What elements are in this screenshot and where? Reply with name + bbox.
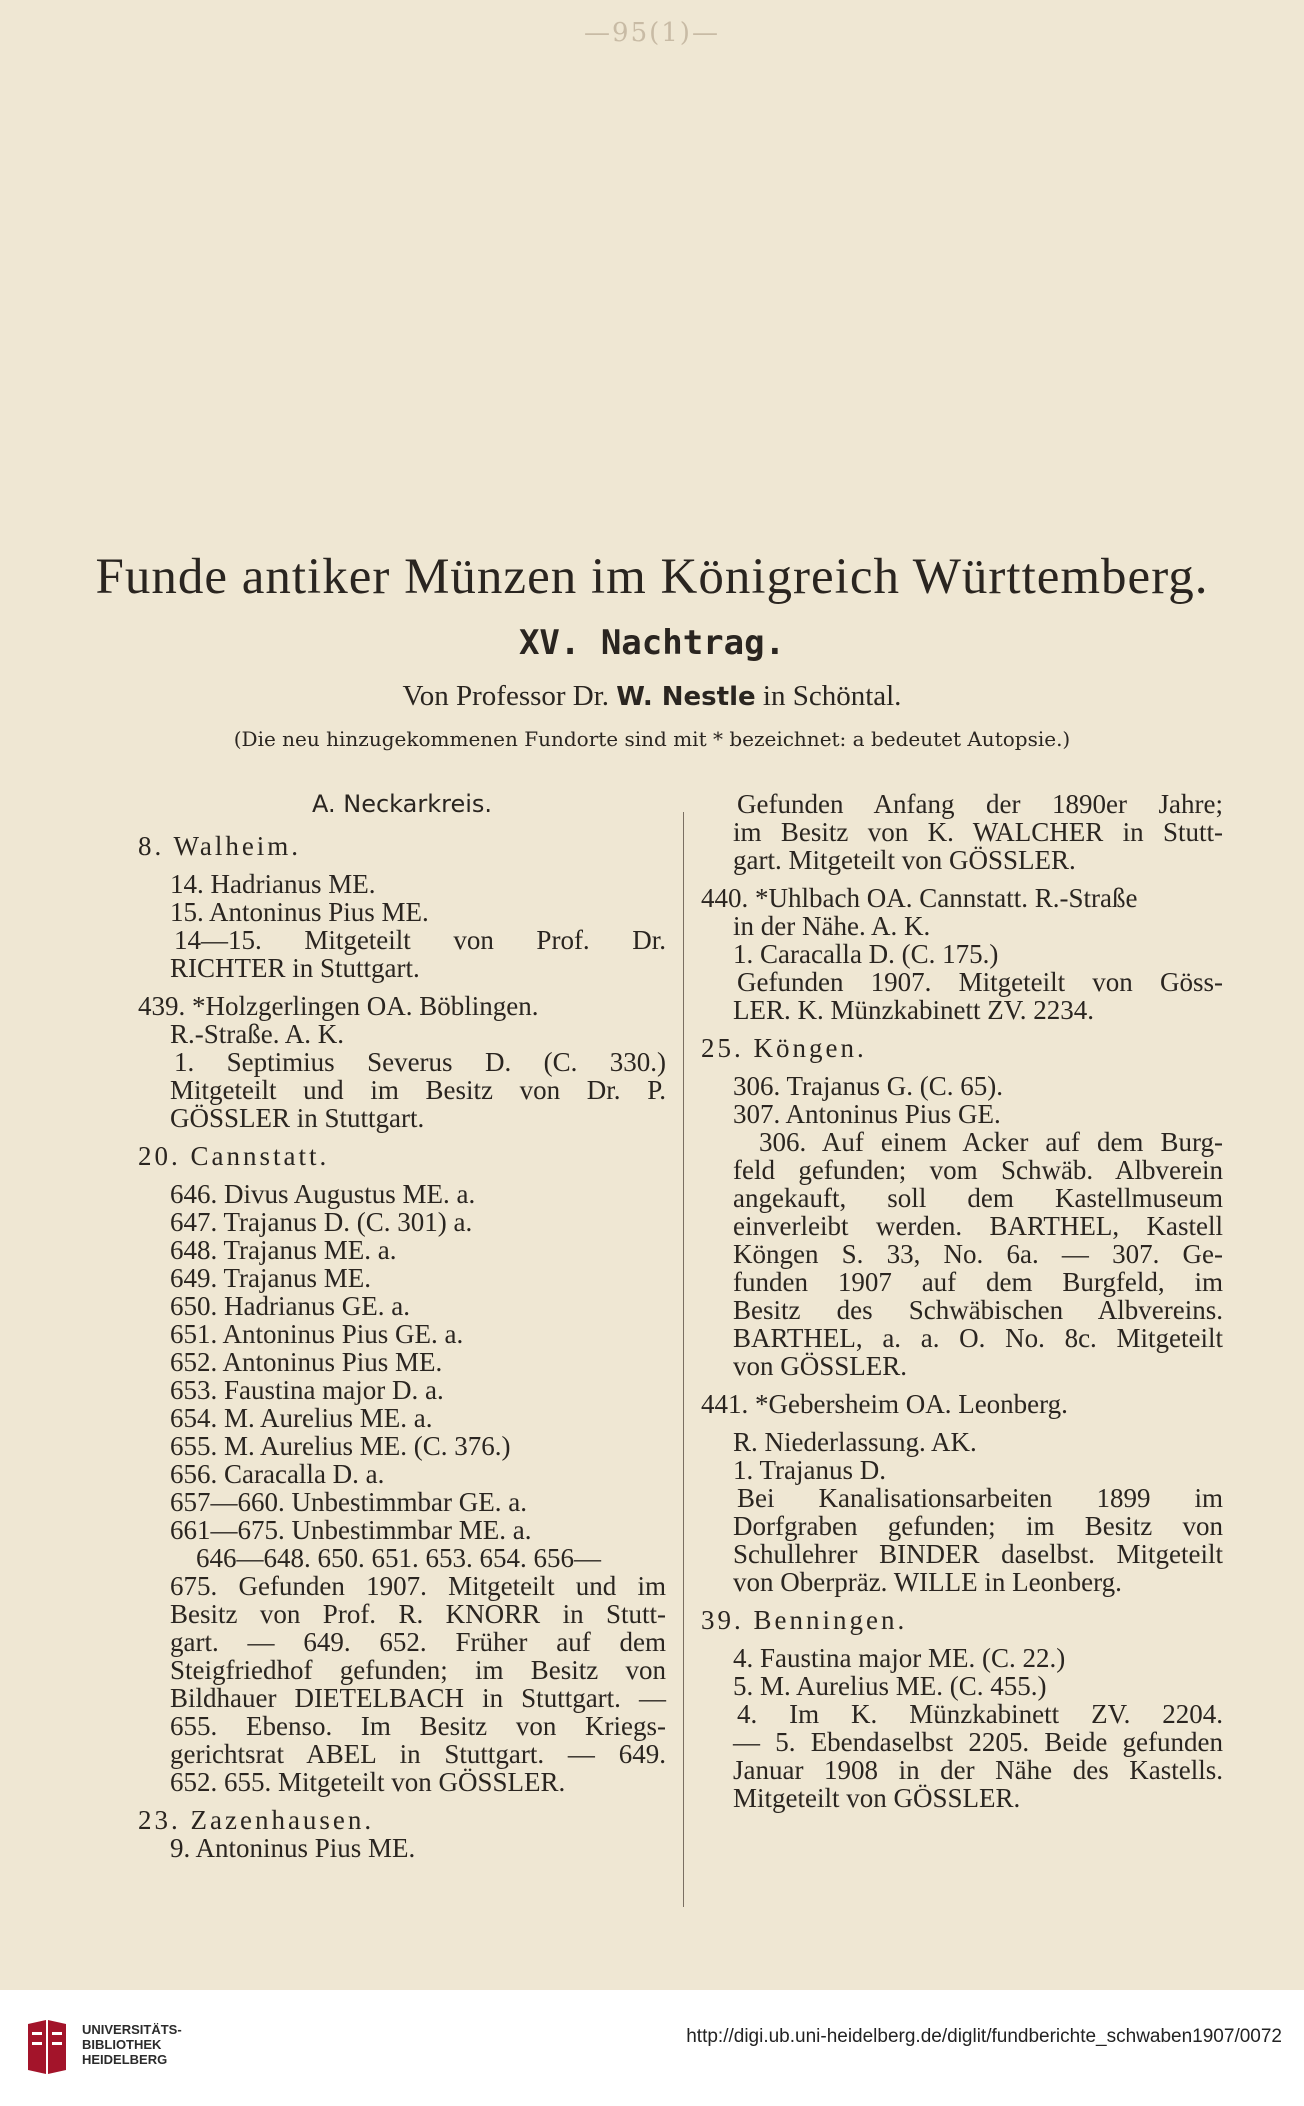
library-name-line2: BIBLIOTHEK: [82, 2037, 162, 2052]
left-column-line: 657—660. Unbestimmbar GE. a.: [170, 1487, 527, 1517]
right-column-line: Januar 1908 in der Nähe des Kastells.: [733, 1755, 1223, 1785]
right-column-line: 4. Im K. Münzkabinett ZV. 2204.: [737, 1699, 1223, 1729]
left-column-line: 655. Ebenso. Im Besitz von Kriegs-: [170, 1711, 666, 1741]
right-column-line: Mitgeteilt von GÖSSLER.: [733, 1783, 1021, 1813]
right-column-line: 1. Trajanus D.: [733, 1455, 887, 1485]
right-column-line: Besitz des Schwäbischen Albvereins.: [733, 1295, 1223, 1325]
left-column-line: 652. 655. Mitgeteilt von GÖSSLER.: [170, 1767, 566, 1797]
author-line: [0, 680, 1304, 713]
left-column-line: 646—648. 650. 651. 653. 654. 656—: [196, 1543, 601, 1573]
left-column-line: GÖSSLER in Stuttgart.: [170, 1103, 425, 1133]
left-column-line: 15. Antoninus Pius ME.: [170, 897, 429, 927]
right-column-line: 1. Caracalla D. (C. 175.): [733, 939, 999, 969]
left-column-line: gart. — 649. 652. Früher auf dem: [170, 1627, 666, 1657]
left-column-line: 648. Trajanus ME. a.: [170, 1235, 397, 1265]
right-column: [701, 790, 1223, 1812]
library-name: [82, 2022, 182, 2067]
left-column-line: A. Neckarkreis.: [311, 790, 493, 818]
right-column-line: 441. *Gebersheim OA. Leonberg.: [701, 1389, 1068, 1419]
right-column-line: gart. Mitgeteilt von GÖSSLER.: [733, 845, 1076, 875]
source-url-link[interactable]: http://digi.ub.uni-heidelberg.de/diglit/fundberichte_schwaben1907/0072: [686, 2026, 1282, 2047]
right-column-line: 25. Köngen.: [701, 1033, 867, 1063]
right-column-line: — 5. Ebendaselbst 2205. Beide gefunden: [733, 1727, 1223, 1757]
left-column-line: 651. Antoninus Pius GE. a.: [170, 1319, 464, 1349]
right-column-line: einverleibt werden. BARTHEL, Kastell: [733, 1211, 1223, 1241]
right-column-line: BARTHEL, a. a. O. No. 8c. Mitgeteilt: [733, 1323, 1223, 1353]
left-column-line: 656. Caracalla D. a.: [170, 1459, 385, 1489]
library-name-line1: UNIVERSITÄTS-: [82, 2022, 182, 2037]
right-column-line: 306. Auf einem Acker auf dem Burg-: [759, 1127, 1223, 1157]
right-column-line: Schullehrer BINDER daselbst. Mitgeteilt: [733, 1539, 1223, 1569]
left-column-line: 1. Septimius Severus D. (C. 330.): [174, 1047, 666, 1077]
right-column-line: angekauft, soll dem Kastellmuseum: [733, 1183, 1223, 1213]
left-column-line: 14—15. Mitgeteilt von Prof. Dr.: [174, 925, 666, 955]
left-column-line: 649. Trajanus ME.: [170, 1263, 372, 1293]
right-column-line: Dorfgraben gefunden; im Besitz von: [733, 1511, 1223, 1541]
right-column-line: 440. *Uhlbach OA. Cannstatt. R.-Straße: [701, 883, 1138, 913]
column-divider: [683, 812, 684, 1907]
right-column-line: LER. K. Münzkabinett ZV. 2234.: [733, 995, 1094, 1025]
page-header: —95(1)—: [584, 18, 720, 48]
right-column-line: Gefunden 1907. Mitgeteilt von Göss-: [737, 967, 1223, 997]
right-column-line: Köngen S. 33, No. 6a. — 307. Ge-: [733, 1239, 1223, 1269]
left-column-line: Besitz von Prof. R. KNORR in Stutt-: [170, 1599, 666, 1629]
left-column-line: Mitgeteilt und im Besitz von Dr. P.: [170, 1075, 666, 1105]
left-column-line: RICHTER in Stuttgart.: [170, 953, 420, 983]
left-column-line: 9. Antoninus Pius ME.: [170, 1833, 416, 1863]
left-column-line: 23. Zazenhausen.: [138, 1805, 375, 1835]
right-column-line: von GÖSSLER.: [733, 1351, 908, 1381]
left-column-line: 646. Divus Augustus ME. a.: [170, 1179, 476, 1209]
left-column-line: Steigfriedhof gefunden; im Besitz von: [170, 1655, 666, 1685]
right-column-line: feld gefunden; vom Schwäb. Albverein: [733, 1155, 1223, 1185]
left-column-line: 8. Walheim.: [138, 831, 302, 861]
left-column-line: 650. Hadrianus GE. a.: [170, 1291, 410, 1321]
left-column-line: Bildhauer DIETELBACH in Stuttgart. —: [170, 1683, 666, 1713]
left-column-line: 14. Hadrianus ME.: [170, 869, 376, 899]
right-column-line: von Oberpräz. WILLE in Leonberg.: [733, 1567, 1122, 1597]
author-suffix: in Schöntal.: [762, 680, 902, 712]
right-column-line: funden 1907 auf dem Burgfeld, im: [733, 1267, 1223, 1297]
right-column-line: Gefunden Anfang der 1890er Jahre;: [737, 789, 1223, 819]
left-column-line: 661—675. Unbestimmbar ME. a.: [170, 1515, 532, 1545]
legend-note: (Die neu hinzugekommenen Fundorte sind mit * bezeichnet: a bedeutet Autopsie.): [233, 727, 1071, 751]
library-logo-icon: [22, 2018, 72, 2078]
subtitle: XV. Nachtrag.: [518, 623, 786, 663]
right-column-line: 39. Benningen.: [701, 1605, 908, 1635]
right-column-line: 307. Antoninus Pius GE.: [733, 1099, 1001, 1129]
left-column-line: 654. M. Aurelius ME. a.: [170, 1403, 433, 1433]
left-column: [138, 790, 666, 1862]
left-column-line: 675. Gefunden 1907. Mitgeteilt und im: [170, 1571, 666, 1601]
footer-bar: [0, 1990, 1304, 2106]
author-name: W. Nestle: [616, 682, 756, 712]
left-column-line: 655. M. Aurelius ME. (C. 376.): [170, 1431, 511, 1461]
left-column-line: 652. Antoninus Pius ME.: [170, 1347, 443, 1377]
right-column-line: R. Niederlassung. AK.: [733, 1427, 977, 1457]
left-column-line: 20. Cannstatt.: [138, 1141, 330, 1171]
right-column-line: in der Nähe. A. K.: [733, 911, 931, 941]
author-prefix: Von Professor Dr.: [402, 680, 610, 712]
left-column-line: 439. *Holzgerlingen OA. Böblingen.: [138, 991, 539, 1021]
right-column-line: im Besitz von K. WALCHER in Stutt-: [733, 817, 1223, 847]
left-column-line: 653. Faustina major D. a.: [170, 1375, 444, 1405]
library-name-line3: HEIDELBERG: [82, 2052, 168, 2067]
right-column-line: 5. M. Aurelius ME. (C. 455.): [733, 1671, 1047, 1701]
right-column-line: 306. Trajanus G. (C. 65).: [733, 1071, 1004, 1101]
right-column-line: 4. Faustina major ME. (C. 22.): [733, 1643, 1066, 1673]
left-column-line: 647. Trajanus D. (C. 301) a.: [170, 1207, 473, 1237]
left-column-line: gerichtsrat ABEL in Stuttgart. — 649.: [170, 1739, 666, 1769]
left-column-line: R.-Straße. A. K.: [170, 1019, 344, 1049]
right-column-line: Bei Kanalisationsarbeiten 1899 im: [737, 1483, 1223, 1513]
page-title: Funde antiker Münzen im Königreich Württemberg.: [95, 549, 1209, 605]
